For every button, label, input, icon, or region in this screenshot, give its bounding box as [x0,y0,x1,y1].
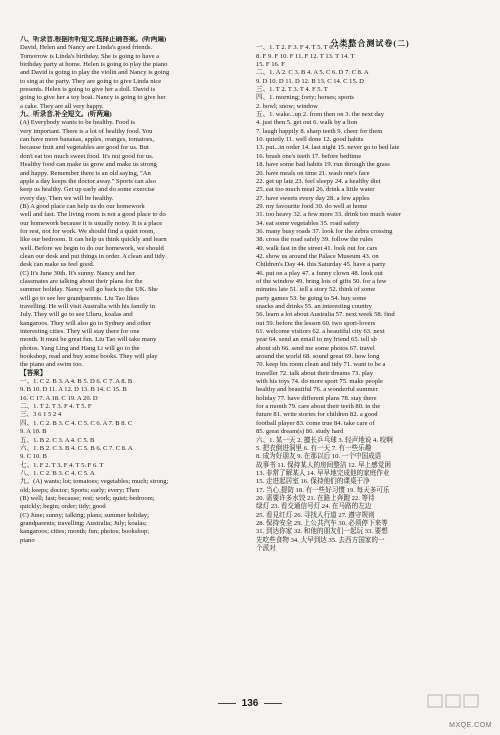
text-line: 五、1. wake...up 2. from then on 3. the next day [256,111,385,119]
text-line: 56. learn a lot about Australia 57. next week 58. find [256,311,395,319]
text-line: 9. C 10. B [20,453,47,461]
text-line: and happy. Remember there is an old saying, "An [20,169,151,177]
text-line: (C) June; sunny; talking; plans; summer holiday; [20,511,149,519]
text-line: 9. B 10. D 11. A 12. D 13. B 14. C 15. B [20,386,127,394]
text-line: July. They will go to see Uluru, koalas and [20,311,133,319]
text-line: well. Before we begin to do our homework, we should [20,244,164,252]
text-line: 31. too heavy 32. a few more 33. drink too much water [256,211,402,219]
text-line: traveller 72. talk about their dreams 73. play [256,369,374,377]
text-line: 27. have sweets every day 28. a few apples [256,194,370,202]
text-line: 5. 把衣倒进洞里 6. 有一天 7. 有一些乐趣 [256,444,372,452]
watermark-text: MXQE.COM [449,722,492,729]
text-line: 三、1. T 2. T 3. T 4. F 5. T [256,86,328,94]
text-line: 4. just then 5. get out 6. walk by a lion [256,119,358,127]
text-line: party games 53. be going to 54. buy some [256,294,367,302]
text-line: 17. 当心,提防 18. 有一些好习惯 19. 每天多可乐 [256,486,390,494]
text-line: 22. get up late 23. feel sleepy 24. a healthy diet [256,177,381,185]
text-line: 八、听录音,根据所听短文,选择正确答案。(听两遍) [20,36,167,43]
text-line: classmates are talking about their plans for the [20,277,143,285]
text-line: holiday 77. have different plans 78. stay there [256,394,377,402]
text-line: (C) It's June 30th. It's sunny. Nancy and her [20,269,136,277]
text-line: can have more bananas, apples, oranges, tomatoes, [20,136,155,144]
text-line: kangaroos. They will also go to Sydney and other [20,319,151,327]
text-line: 29. my favourite food 30. do well at home [256,202,368,210]
text-line: 15. F 16. F [256,61,285,69]
text-line: very important. There is a lot of healthy food. You [20,127,153,135]
text-line: birthday party at home. Helen is going to play the piano [20,61,168,69]
text-line: photos. Yang Ling and Hang Li will go to the [20,344,140,352]
text-line: 九、(A) wants; lot; tomatoes; vegetables; much; strong; [20,478,169,486]
text-line: 7. laugh happily 8. sharp teeth 9. cheer for them [256,127,383,135]
text-line: about sth 66. send me some photos 67. travel [256,344,375,352]
left-column [20,36,240,545]
right-column [256,36,484,553]
text-line: for a month 79. care about their teeth 80. in the [256,403,381,411]
text-line: 二、1. A 2. C 3. B 4. A 5. C 6. D 7. C 8. A [256,69,369,77]
text-line: 70. keep his room clean and tidy 71. want to be a [256,361,386,369]
text-line: old; keeps; doctor; Sports; early; every; Then [20,486,140,494]
text-line: 61. welcome visitors 62. a beautiful city 63. next [256,328,385,336]
text-line: desk can make us feel good. [20,261,95,269]
text-line: piano [20,536,35,544]
text-line: 28. 保持安全 29. 上公共汽车 30. 必须停下来等 [256,519,388,527]
text-line: healthy and beautiful 76. a wonderful summer [256,386,378,394]
text-line: 八、1. C 2. B 3. C 4. C 5. A [20,469,95,477]
text-line: bookshop, read and buy some books. They will play [20,353,158,361]
text-line: football player 83. come true 84. take care of [256,419,375,427]
text-line: 六、1. 某一天 2. 擅长乒乓球 3. 轻声地说 4. 咬啊 [256,436,393,444]
text-line: 一、1. C 2. B 3. A 4. B 5. D 6. C 7. A 8. B [20,378,133,386]
text-line: future 81. write stories for children 82. a good [256,411,378,419]
text-line: and David is going to play the violin and Nancy is going [20,69,170,77]
text-line: Healthy food can make us grow and make us strong [20,161,157,169]
text-line: grandparents; travelling; Australia; July; koalas; [20,519,147,527]
text-line: year 64. send an email to my friend 65. tell sb [256,336,377,344]
text-line: 2. bowl; snow; window [256,102,318,110]
text-line: 20. 需要许多水饺 21. 在路上奔跑 22. 等待 [256,494,375,502]
text-line: going to give her a toy boat. Nancy is going to give her [20,94,166,102]
text-line: 二、1. T 2. T 3. F 4. T 5. F [20,403,92,411]
text-line: 三、3 6 1 5 2 4 [20,411,62,419]
text-line: Children's Day 44. this Saturday 45. have a party [256,261,386,269]
text-line: 10. quietly 11. well done 12. good habits [256,136,364,144]
text-line: 【答案】 [20,369,47,377]
text-line: 36. many busy roads 37. look for the zebra crossing [256,227,393,235]
text-line: out 59. before the lesson 60. two sport-lovers [256,319,376,327]
text-line: for rest, not for work. We should find a quiet room, [20,227,156,235]
text-line: (B) A good place can help us do our homework [20,202,145,210]
text-line: 42. show us around the Palace Museum 43. on [256,252,379,260]
text-line: quickly; begin; order; tidy; good [20,503,106,511]
text-line: 个派对 [256,544,276,552]
text-line: 31. 到达你家 32. 和他的朋友们一起玩 33. 要想 [256,528,388,536]
text-line: 46. put on a play 47. a funny clown 48. look out [256,269,383,277]
text-line: 六、1. B 2. C 3. B 4. C 5. B 6. C 7. C 8. A [20,444,133,452]
text-line: like our bedroom. It can help us think quickly and learn [20,236,167,244]
text-line: travelling. He will visit Australia with his family in [20,303,155,310]
text-line: with his toys 74. do more sport 75. make people [256,378,383,386]
text-line: the piano and swim too. [20,361,84,369]
text-line: our homework because it is usually noisy. It is a place [20,219,163,227]
text-line: 20. have meals on time 21. wash one's face [256,169,370,177]
text-line: David, Helen and Nancy are Linda's good friends. [20,44,153,52]
text-line: 85. great dream(s) 86. study hard [256,428,344,436]
text-line: 13. put...in order 14. last night 15. never go to bed late [256,144,400,152]
section-title: 分类整合测试卷(二) [330,39,410,48]
text-line: 15. 走进起居室 16. 保持他们的课桌干净 [256,478,370,486]
text-line: snacks and drinks 55. an interesting country [256,303,372,310]
text-line: a cake. They are all very happy. [20,102,104,110]
text-line: summer holiday. Nancy will go back to the UK. She [20,286,158,294]
text-line: presents. Helen is going to give her a doll. David is [20,86,156,94]
text-line: minutes late 51. tell a story 52. think of some [256,286,376,294]
text-line: 38. cross the road safely 39. follow the rules [256,236,373,244]
text-line: because fruit and vegetables are good for us. But [20,144,149,152]
text-line: interesting cities. They will stay there for one [20,328,140,336]
text-line: 故事书 11. 保持某人的房间整洁 12. 早上感觉困 [256,461,391,469]
text-line: well and fast. The living room is not a good place to do [20,211,166,219]
text-line: 七、1. F 2. T 3. F 4. T 5. F 6. T [20,461,104,469]
text-line: 四、1. C 2. B 3. C 4. C 5. C 6. A 7. B 8. C [20,419,133,427]
text-line: Tomorrow is Linda's birthday. She is going to have a [20,52,160,60]
text-line: 九、听录音,补全短文。(听两遍) [20,111,112,119]
text-line: (B) well; fast; because; rest; work; quiet; bedroom; [20,494,155,502]
text-line: 40. walk fast in the street 41. look out for cars [256,244,378,252]
text-line: 9. A 10. B [20,428,47,436]
text-line: 8. 成为好朋友 9. 在那以后 10. 一个中国成语 [256,453,382,461]
text-line: 13. 非常了解某人 14. 早早地完成他的家庭作业 [256,469,390,477]
text-line: 8. F 9. F 10. F 11. F 12. T 13. T 14. T [256,52,355,60]
text-line: 四、1. morning; forty; horses; sports [256,94,354,102]
text-line: 16. C 17. A 18. C 19. A 20. D [20,394,98,402]
text-line: 16. brush one's teeth 17. before bedtime [256,152,362,160]
text-line: 一、1. T 2. F 3. F 4. T 5. T 6. T 7. F [256,44,352,52]
text-line: clean our desk and put things in order. A clean and tidy [20,252,166,260]
text-line: kangaroos; cities; month; fun; photos; bookshop; [20,528,150,536]
text-line: 25. 看見红灯 26. 寻找人行道 27. 遵守规则 [256,511,375,519]
text-line: 9. D 10. D 11. D 12. B 13. C 14. C 15. D [256,77,364,85]
text-line: around the world 68. sound great 69. how long [256,353,380,361]
text-line: 18. have some bad habits 19. run through the grass [256,161,390,169]
text-line: of the window 49. bring lots of gifts 50. for a few [256,277,387,285]
text-line: 25. eat too much meat 26. drink a little water [256,186,375,194]
text-line: apple a day keeps the doctor away." Sports can also [20,177,156,185]
text-line: 五、1. B 2. C 3. A 4. C 5. B [20,436,95,444]
text-line: every day. Then we will be healthy. [20,194,114,202]
text-line: month. It must be great fun. Liu Tao will take many [20,336,157,344]
text-line: don't eat too much sweet food. It's not good for us. [20,152,154,160]
text-line: 先吃些食物 34. 大早到达 35. 去西方国家的一 [256,536,385,544]
text-line: 34. eat some vegetables 35. road safety [256,219,360,227]
page-number: 136 [0,698,500,709]
text-line [256,36,484,44]
text-line: to sing at the party. They are going to give Linda nice [20,77,162,85]
text-line: keep us healthy. Get up early and do some exercise [20,186,155,194]
text-line: (A) Everybody wants to be healthy. Food is [20,119,135,127]
text-line: 绿灯 23. 看交通信号灯 24. 在马路的左边 [256,503,372,511]
text-line: will go to see her grandparents. Liu Tao likes [20,294,139,302]
